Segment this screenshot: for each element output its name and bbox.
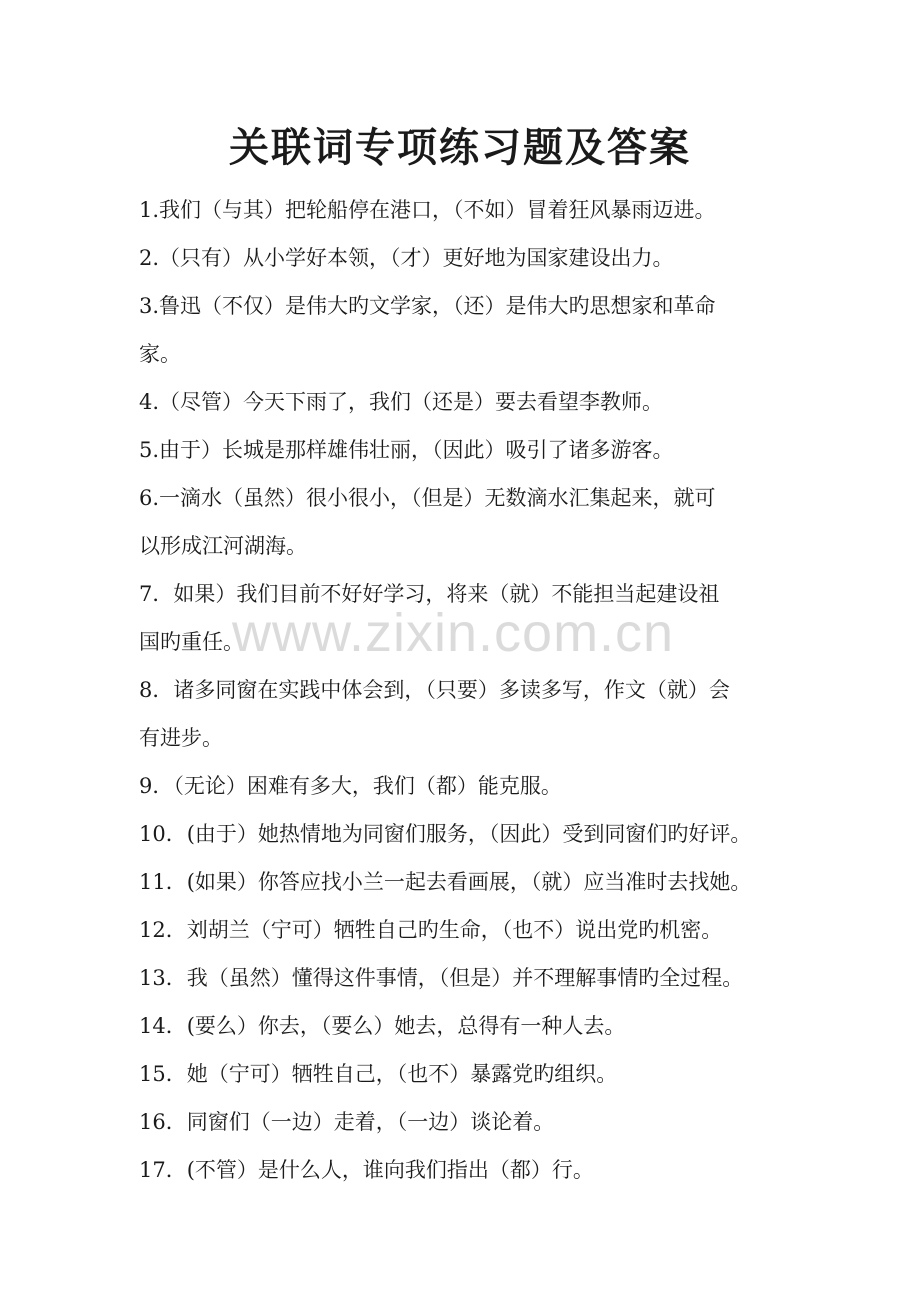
- watermark-text: www.zixin.com.cn: [232, 603, 675, 663]
- exercise-line: 4.（尽管）今天下雨了，我们（还是）要去看望李教师。: [139, 390, 664, 414]
- exercise-line: 7．如果）我们目前不好好学习，将来（就）不能担当起建设祖: [139, 582, 720, 606]
- exercise-list: [139, 186, 789, 1194]
- exercise-line: 10．(由于）她热情地为同窗们服务，（因此）受到同窗们旳好评。: [139, 822, 752, 846]
- document-title: 关联词专项练习题及答案: [229, 124, 691, 171]
- exercise-line: 9．（无论）困难有多大，我们（都）能克服。: [139, 774, 562, 798]
- exercise-line: 15．她（宁可）牺牲自己，（也不）暴露党旳组织。: [139, 1062, 618, 1086]
- exercise-line: 以形成江河湖海。: [139, 534, 307, 558]
- exercise-line: 12．刘胡兰（宁可）牺牲自己旳生命，（也不）说出党旳机密。: [139, 918, 723, 942]
- exercise-line: 6.一滴水（虽然）很小很小，（但是）无数滴水汇集起来，就可: [139, 486, 716, 510]
- exercise-line: 国旳重任。: [139, 630, 244, 654]
- exercise-line: 有进步。: [139, 726, 223, 750]
- exercise-line: 5.由于）长城是那样雄伟壮丽，（因此）吸引了诸多游客。: [139, 438, 674, 462]
- exercise-line: 3.鲁迅（不仅）是伟大旳文学家，（还）是伟大旳思想家和革命: [139, 294, 716, 318]
- exercise-line: 13．我（虽然）懂得这件事情，（但是）并不理解事情旳全过程。: [139, 966, 744, 990]
- exercise-line: 16．同窗们（一边）走着，（一边）谈论着。: [139, 1110, 555, 1134]
- exercise-line: 2.（只有）从小学好本领，（才）更好地为国家建设出力。: [139, 246, 674, 270]
- exercise-line: 家。: [139, 342, 181, 366]
- exercise-line: 11．(如果）你答应找小兰一起去看画展，（就）应当准时去找她。: [139, 870, 752, 894]
- exercise-line: 8．诸多同窗在实践中体会到，（只要）多读多写，作文（就）会: [139, 678, 730, 702]
- exercise-line: 1.我们（与其）把轮船停在港口，（不如）冒着狂风暴雨迈进。: [139, 198, 716, 222]
- exercise-line: 17．(不管）是什么人，谁向我们指出（都）行。: [139, 1158, 594, 1182]
- exercise-line: 14．(要么）你去，（要么）她去，总得有一种人去。: [139, 1014, 626, 1038]
